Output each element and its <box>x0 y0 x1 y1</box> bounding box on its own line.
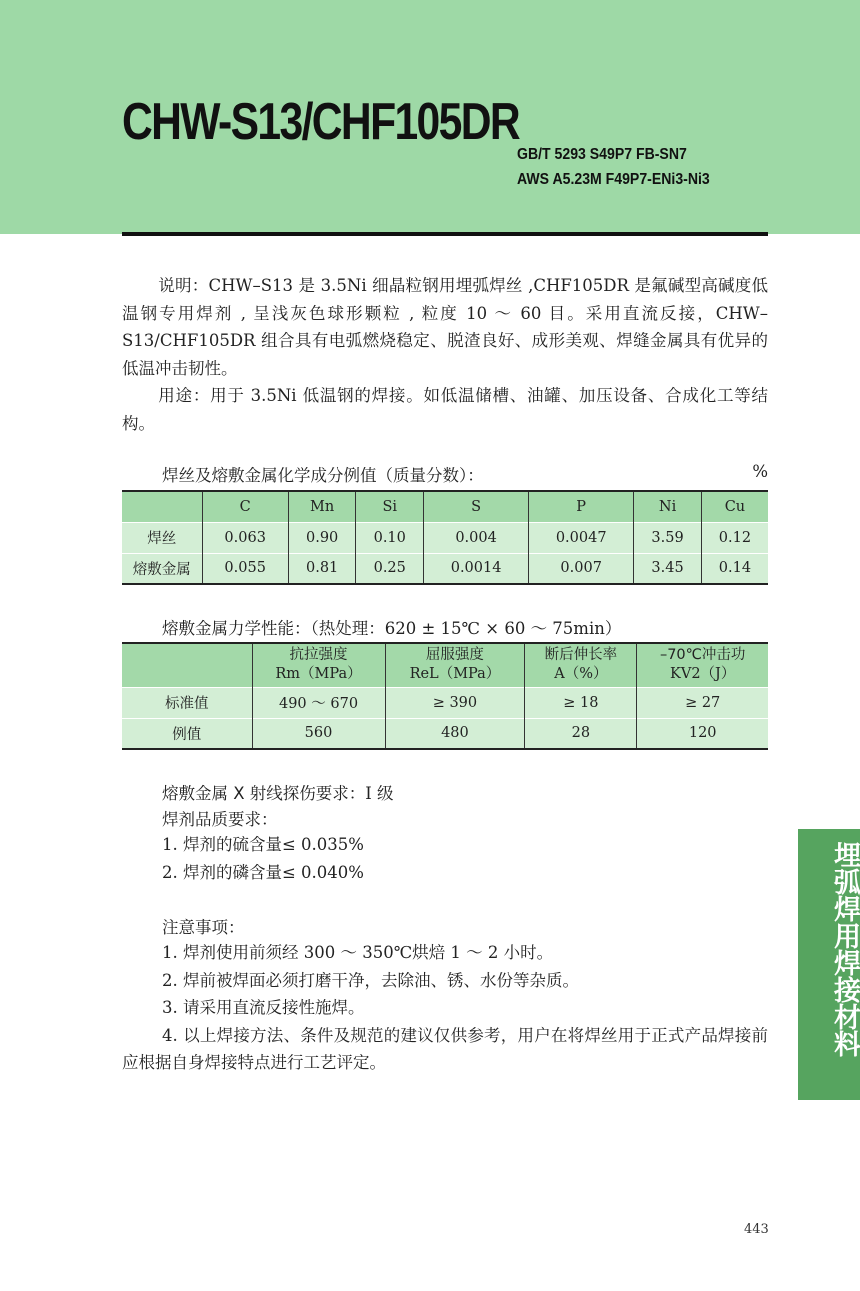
mech-header-cell <box>385 643 525 687</box>
table-cell: 560 <box>252 718 385 749</box>
chem-table-unit: % <box>752 462 768 481</box>
side-tab-label: 埋弧焊用焊接材料 <box>829 841 860 1057</box>
table-cell: 120 <box>637 718 768 749</box>
table-cell: 0.007 <box>529 553 634 584</box>
header-line1: –70℃冲击功 <box>659 647 746 664</box>
description-text: CHW–S13 是 3.5Ni 细晶粒钢用埋弧焊丝 ,CHF105DR 是氟碱型高碱度低温钢专用焊剂 , 呈浅灰色球形颗粒 , 粒度 10 ～ 60 目。采用直流反接，CHW–S13/CHF105DR 组合具有电弧燃烧稳定、脱渣良好、成形美观、焊缝金属具有优异的低温冲击韧性。 <box>122 276 769 378</box>
mech-table-title <box>162 615 621 639</box>
chem-header-cell <box>122 491 202 522</box>
mech-header-row <box>122 643 768 687</box>
mech-header-cell <box>525 643 637 687</box>
row-label: 焊丝 <box>122 522 202 553</box>
mech-header-cell <box>252 643 385 687</box>
usage-paragraph <box>122 382 768 437</box>
row-label: 例值 <box>122 718 252 749</box>
standard-gb: GB/T 5293 S49P7 FB-SN7 <box>517 146 687 163</box>
header-line2: A（%） <box>554 666 608 683</box>
table-cell: 3.45 <box>634 553 702 584</box>
table-cell: 490 ～ 670 <box>252 687 385 718</box>
chem-header-cell: C <box>202 491 288 522</box>
flux-quality-title: 焊剂品质要求： <box>162 810 278 829</box>
product-title: CHW-S13/CHF105DR <box>122 93 520 151</box>
description-paragraph <box>122 272 768 382</box>
chem-composition-table <box>122 490 768 585</box>
chem-header-row <box>122 491 768 522</box>
list-item: 3. 请采用直流反接性施焊。 <box>162 998 365 1017</box>
xray-value: I 级 <box>365 784 394 803</box>
table-row <box>122 687 768 718</box>
flux-quality-list <box>122 831 768 886</box>
table-cell: 3.59 <box>634 522 702 553</box>
header-line1: 抗拉强度 <box>289 647 348 664</box>
header-line2: ReL（MPa） <box>409 666 501 683</box>
mech-header-cell <box>122 643 252 687</box>
table-cell: 0.063 <box>202 522 288 553</box>
mech-title-label: 熔敷金属力学性能： <box>162 619 311 638</box>
side-section-tab <box>798 829 860 1100</box>
table-cell: 480 <box>385 718 525 749</box>
table-cell: 0.81 <box>288 553 356 584</box>
notes-list <box>122 939 768 1077</box>
table-cell: 0.004 <box>424 522 529 553</box>
page-number: 443 <box>744 1222 769 1237</box>
table-row <box>122 553 768 584</box>
chem-header-cell: Cu <box>701 491 768 522</box>
header-line1: 断后伸长率 <box>544 647 618 664</box>
table-row <box>122 522 768 553</box>
title-rule <box>122 232 768 236</box>
usage-label: 用途： <box>158 386 211 405</box>
chem-header-cell: Mn <box>288 491 356 522</box>
table-cell: 0.0014 <box>424 553 529 584</box>
chem-header-cell: Ni <box>634 491 702 522</box>
table-cell: 0.12 <box>701 522 768 553</box>
table-cell: ≥ 18 <box>525 687 637 718</box>
xray-requirement <box>162 780 394 804</box>
chem-header-cell: S <box>424 491 529 522</box>
mechanical-properties-table <box>122 642 768 750</box>
table-cell: 0.0047 <box>529 522 634 553</box>
table-cell: ≥ 390 <box>385 687 525 718</box>
row-label: 熔敷金属 <box>122 553 202 584</box>
header-line2: Rm（MPa） <box>275 666 362 683</box>
description-label: 说明： <box>158 276 209 295</box>
table-row <box>122 718 768 749</box>
table-cell: 0.14 <box>701 553 768 584</box>
usage-text: 用于 3.5Ni 低温钢的焊接。如低温储槽、油罐、加压设备、合成化工等结构。 <box>122 386 768 433</box>
table-cell: 28 <box>525 718 637 749</box>
list-item: 2. 焊剂的磷含量≤ 0.040% <box>162 862 364 882</box>
chem-header-cell: P <box>529 491 634 522</box>
list-item: 4. 以上焊接方法、条件及规范的建议仅供参考，用户在将焊丝用于正式产品焊接前应根据自身焊接特点进行工艺评定。 <box>122 1025 768 1072</box>
mech-header-cell <box>637 643 768 687</box>
header-line1: 屈服强度 <box>425 647 484 664</box>
table-cell: 0.90 <box>288 522 356 553</box>
xray-label: 熔敷金属 X 射线探伤要求： <box>162 784 366 803</box>
table-cell: 0.055 <box>202 553 288 584</box>
mech-title-condition: （热处理：620 ± 15℃ × 60 ～ 75min） <box>310 619 622 638</box>
chem-table-title: 焊丝及熔敷金属化学成分例值（质量分数）： <box>162 466 484 485</box>
table-cell: 0.10 <box>356 522 424 553</box>
standard-aws: AWS A5.23M F49P7-ENi3-Ni3 <box>517 171 710 188</box>
list-item: 2. 焊前被焊面必须打磨干净，去除油、锈、水份等杂质。 <box>162 970 579 990</box>
row-label: 标准值 <box>122 687 252 718</box>
table-cell: ≥ 27 <box>637 687 768 718</box>
header-line2: KV2（J） <box>670 666 736 683</box>
chem-header-cell: Si <box>356 491 424 522</box>
list-item: 1. 焊剂的硫含量≤ 0.035% <box>162 835 364 854</box>
list-item: 1. 焊剂使用前须经 300 ～ 350℃烘焙 1 ～ 2 小时。 <box>162 943 554 962</box>
notes-title: 注意事项： <box>162 918 245 937</box>
table-cell: 0.25 <box>356 553 424 584</box>
